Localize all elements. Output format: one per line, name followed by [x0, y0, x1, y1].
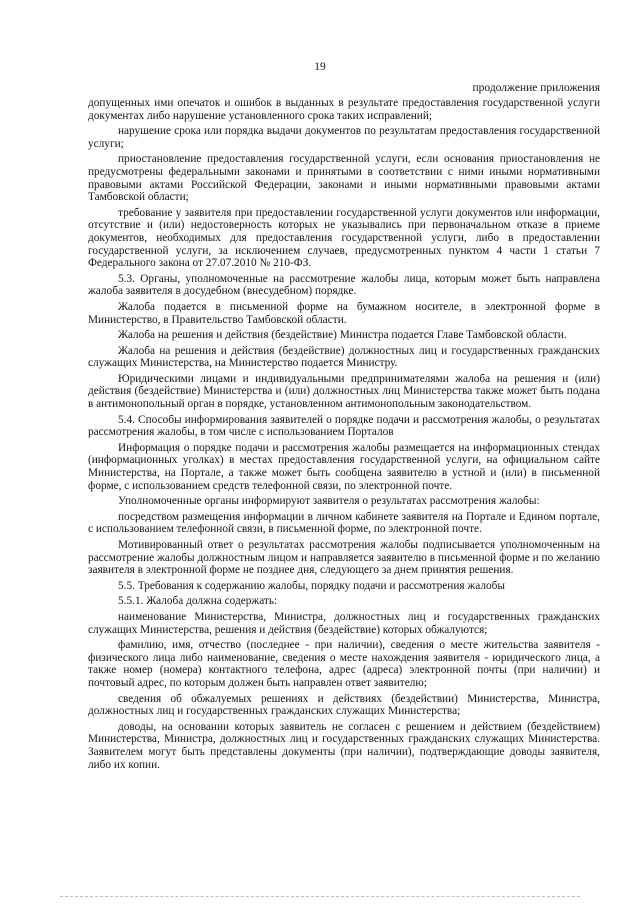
paragraph: допущенных ими опечаток и ошибок в выданных в результате предоставления государственной услуги документах либо нарушение установленного срока таких исправлений;: [88, 97, 600, 122]
paragraph: доводы, на основании которых заявитель не согласен с решением и действием (бездействием) Министерства, Министра, должностных лиц и государственных гражданских служащих Министерства. Заявителем могут быть представлены документы (при наличии), подтверждающие доводы заявителя, либо их копии.: [88, 720, 600, 771]
section-heading: 5.5. Требования к содержанию жалобы, порядку подачи и рассмотрения жалобы: [118, 579, 505, 592]
paragraph: 5.3. Органы, уполномоченные на рассмотрение жалобы лица, которым может быть направлена жалоба заявителя в досудебном (внесудебном) порядке.: [88, 272, 600, 298]
paragraph: сведения об обжалуемых решениях и действиях (бездействии) Министерства, Министра, должностных лиц и государственных гражданских служащих Министерства;: [88, 692, 600, 718]
paragraph: 5.5.1. Жалоба должна содержать:: [118, 595, 278, 608]
paragraph: Мотивированный ответ о результатах рассмотрения жалобы подписывается уполномоченным на рассмотрение жалобы должностным лицом и направляется заявителю в письменной форме и по желанию заявителя в электронной форме не позднее дня, следующего за днем принятия решения.: [88, 539, 600, 577]
paragraph: Юридическими лицами и индивидуальными предпринимателями жалоба на решения и (или) действия (бездействие) Министерства и (или) должностных лиц Министерства также может быть подана в антимонопольный орган в порядке, установленном антимонопольным законодательством.: [88, 372, 600, 411]
paragraph: наименование Министерства, Министра, должностных лиц и государственных гражданских служащих Министерства, решения и действия (бездействие) которых обжалуются;: [88, 610, 600, 636]
scan-edge-line: [60, 896, 580, 897]
paragraph: Уполномоченные органы информируют заявителя о результатах рассмотрения жалобы:: [118, 495, 540, 508]
paragraph: требование у заявителя при предоставлении государственной услуги документов или информации, отсутствие и (или) недостоверность которых не указывались при первоначальном отказе в приеме документов, необходимых для предоставления государственной услуги, либо в предоставлении государственной услуги, за исключением случаев, предусмотренных пунктом 4 части 1 статьи 7 Федерального закона от 27.07.2010 № 210-ФЗ.: [88, 206, 600, 270]
paragraph: Информация о порядке подачи и рассмотрения жалобы размещается на информационных стендах (информационных уголках) в местах предоставления государственной услуги, на официальном сайте Министерства, на Портале, а также может быть сообщена заявителю в устной и (или) в письменной форме, с использованием средств телефонной связи, по электронной почте.: [88, 441, 600, 492]
paragraph: Жалоба на решения и действия (бездействие) должностных лиц и государственных гражданских служащих Министерства, на Министерство подается Министру.: [88, 344, 600, 370]
paragraph: Жалоба на решения и действия (бездействие) Министра подается Главе Тамбовской области.: [118, 329, 567, 342]
document-body: [88, 97, 600, 774]
page-header: продолжение приложения: [472, 82, 600, 94]
paragraph: посредством размещения информации в личном кабинете заявителя на Портале и Едином портале, с использованием телефонной связи, в письменной форме, по электронной почте.: [88, 510, 600, 536]
page-number: 19: [314, 61, 326, 73]
paragraph: нарушение срока или порядка выдачи документов по результатам предоставления государственной услуги;: [88, 125, 600, 150]
paragraph: фамилию, имя, отчество (последнее - при наличии), сведения о месте жительства заявителя - физического лица либо наименование, сведения о месте нахождения заявителя - юридического лица, а также номер (номера) контактного телефона, адрес (адреса) электронной почты (при наличии) и почтовый адрес, по которым должен быть направлен ответ заявителю;: [88, 639, 600, 689]
section-heading: 5.4. Способы информирования заявителей о порядке подачи и рассмотрения жалобы, о результатах рассмотрения жалобы, в том числе с использованием Порталов: [88, 413, 600, 439]
paragraph: Жалоба подается в письменной форме на бумажном носителе, в электронной форме в Министерство, в Правительство Тамбовской области.: [88, 300, 600, 326]
paragraph: приостановление предоставления государственной услуги, если основания приостановления не предусмотрены федеральными законами и принятыми в соответствии с ними иными нормативными правовыми актами Российской Федерации, законами и иными нормативными правовыми актами Тамбовской области;: [88, 153, 600, 204]
